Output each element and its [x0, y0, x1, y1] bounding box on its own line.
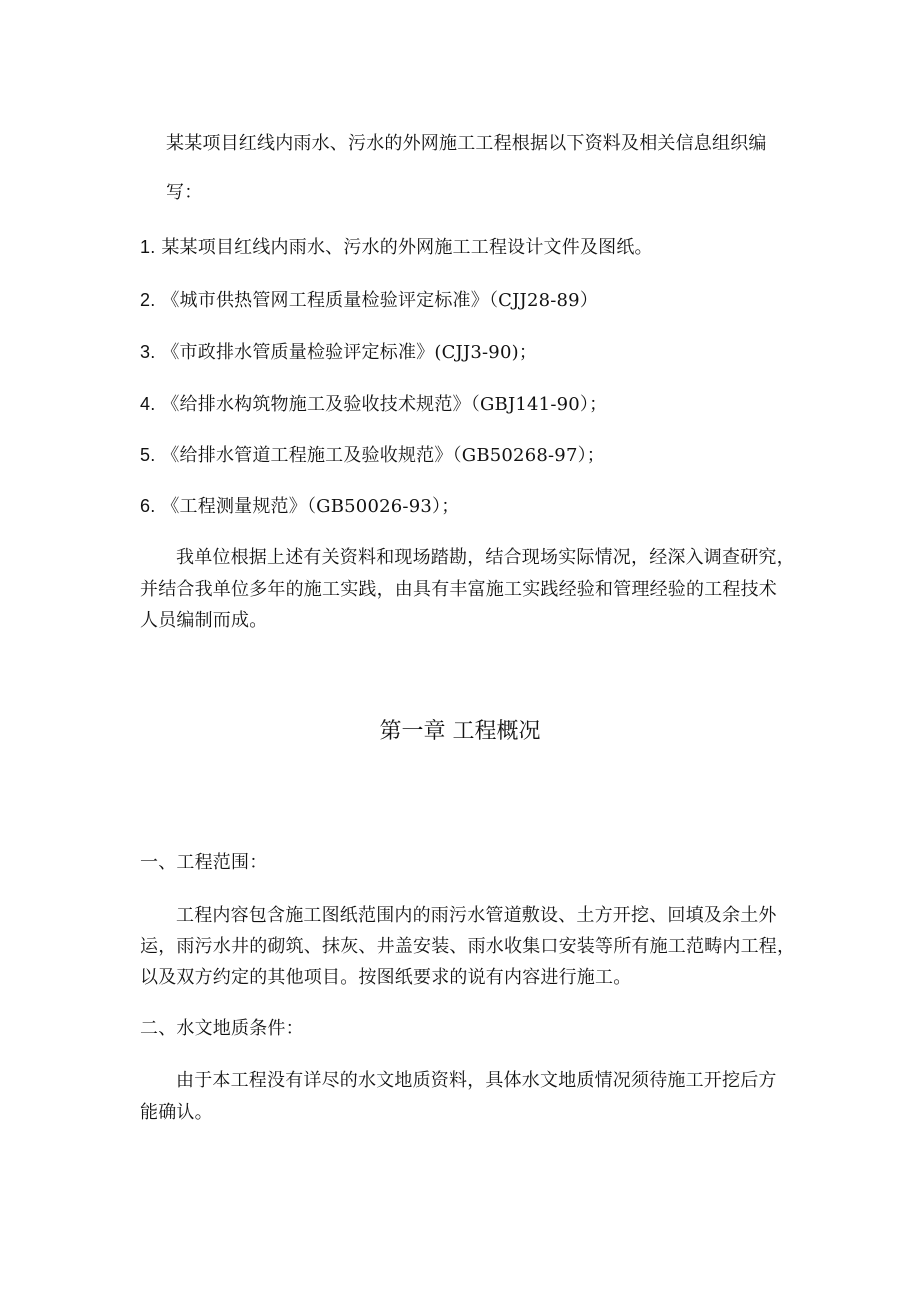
reference-text: 《给排水管道工程施工及验收规范》（GB50268-97）；	[161, 445, 605, 466]
section-1-line-1: 工程内容包含施工图纸范围内的雨污水管道敷设、土方开挖、回填及余土外	[176, 905, 777, 926]
reference-number: 6.	[140, 496, 156, 516]
reference-number: 2.	[140, 290, 156, 310]
chapter-title: 第一章 工程概况	[379, 719, 541, 744]
reference-number: 4.	[140, 394, 156, 414]
reference-text: 《工程测量规范》（GB50026-93）；	[161, 496, 460, 517]
summary-line-1: 我单位根据上述有关资料和现场踏勘，结合现场实际情况，经深入调查研究，	[176, 547, 795, 568]
reference-text: 《城市供热管网工程质量检验评定标准》（CJJ28-89）	[161, 290, 599, 311]
intro-line-2: 写：	[166, 182, 203, 203]
reference-item-6	[140, 496, 459, 517]
intro-line-1: 某某项目红线内雨水、污水的外网施工工程根据以下资料及相关信息组织编	[166, 133, 767, 154]
reference-item-1	[140, 237, 653, 258]
reference-number: 1.	[140, 237, 156, 257]
reference-item-4	[140, 394, 607, 415]
reference-text: 某某项目红线内雨水、污水的外网施工工程设计文件及图纸。	[161, 237, 653, 258]
reference-item-3	[140, 342, 537, 363]
summary-line-3: 人员编制而成。	[140, 610, 268, 631]
reference-number: 3.	[140, 342, 156, 362]
section-1-heading: 一、工程范围：	[140, 852, 268, 873]
section-1-line-2: 运，雨污水井的砌筑、抹灰、井盖安装、雨水收集口安装等所有施工范畴内工程，	[140, 936, 796, 957]
section-2-line-2: 能确认。	[140, 1102, 213, 1123]
reference-number: 5.	[140, 445, 156, 465]
section-2-line-1: 由于本工程没有详尽的水文地质资料，具体水文地质情况须待施工开挖后方	[176, 1070, 777, 1091]
section-1-line-3: 以及双方约定的其他项目。按图纸要求的说有内容进行施工。	[140, 967, 632, 988]
reference-item-5	[140, 445, 605, 466]
reference-item-2	[140, 290, 598, 311]
section-2-heading: 二、水文地质条件：	[140, 1018, 304, 1039]
summary-line-2: 并结合我单位多年的施工实践，由具有丰富施工实践经验和管理经验的工程技术	[140, 579, 777, 600]
reference-text: 《市政排水管质量检验评定标准》(CJJ3-90)；	[161, 342, 538, 363]
reference-text: 《给排水构筑物施工及验收技术规范》（GBJ141-90）；	[161, 394, 608, 415]
